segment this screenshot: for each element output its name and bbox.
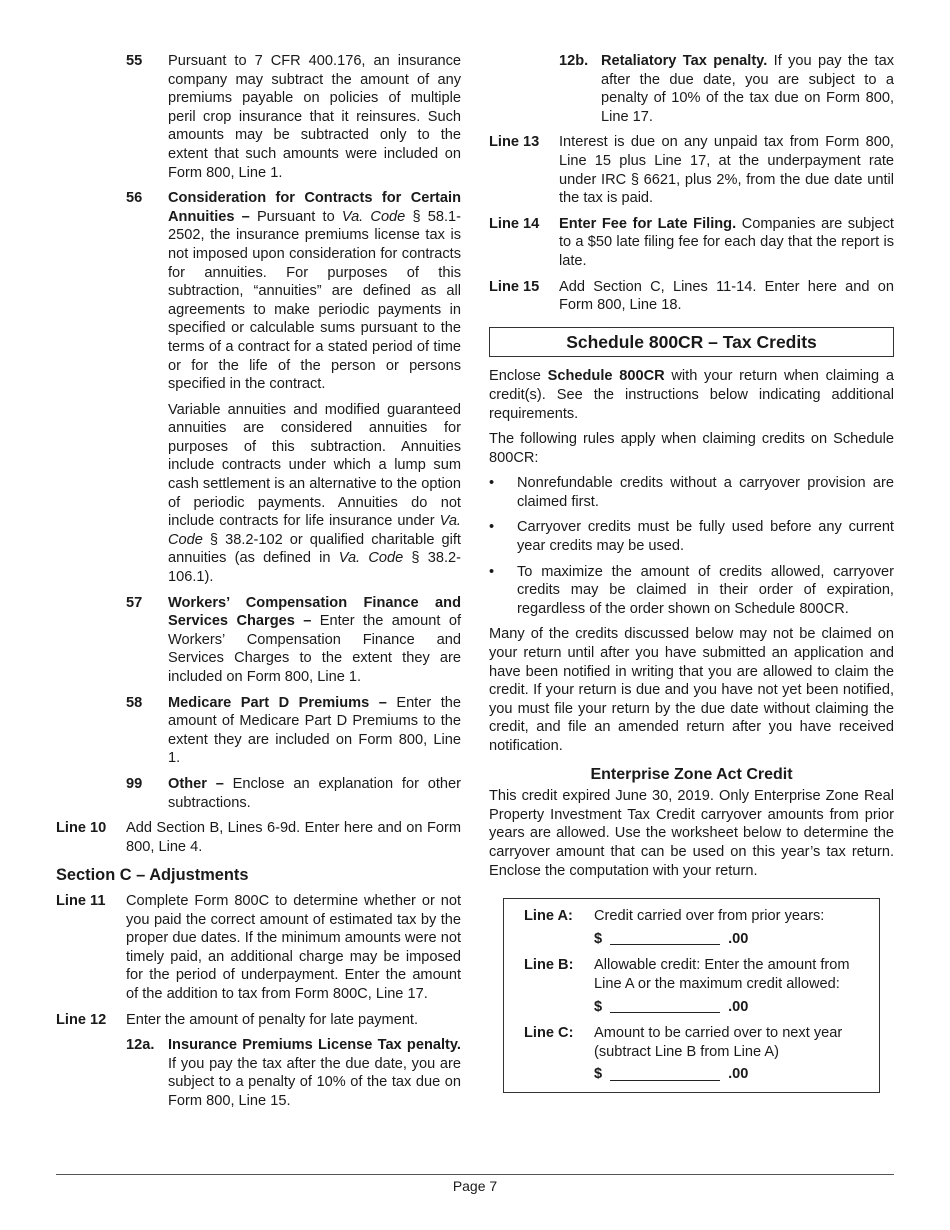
worksheet-line-c [524,1024,859,1061]
worksheet-text: Amount to be carried over to next year (subtract Line B from Line A) [594,1025,843,1060]
bullet-item [489,474,894,511]
item-text: Pursuant to 7 CFR 400.176, an insurance company may subtract the amount of any premiums payable on policies of multiple peril crop insurance that it reinsures. Such amounts may be subtracted only to the extent that such amounts were included on Form 800, Line 1. [168,53,461,181]
enterprise-zone-heading: Enterprise Zone Act Credit [590,765,793,783]
section-c-heading: Section C – Adjustments [56,866,249,885]
amount-blank-line [610,1068,720,1081]
footer-divider [56,1174,894,1175]
bullet-text: Nonrefundable credits without a carryover provision are claimed first. [517,475,894,510]
item-text: Medicare Part D Premiums – Enter the amount of Medicare Part D Premiums to the extent they are included on Form 800, Line 1. [168,694,461,767]
line-text: Add Section B, Lines 6-9d. Enter here and on Form 800, Line 4. [126,820,461,855]
item-58 [56,694,461,768]
citation: Va. Code [168,513,461,548]
item-number: 99 [126,775,143,792]
line-text: Enter the amount of penalty for late payment. [126,1011,419,1028]
bullet-item [489,563,894,619]
line-14 [489,215,894,271]
subitem-text: Insurance Premiums License Tax penalty. If you pay the tax after the due date, you are subject to a penalty of 10% of the tax due on Form 800, Line 15. [168,1037,461,1109]
bullet-marker: • [489,475,495,492]
bullet-text: Carryover credits must be fully used before any current year credits may be used. [517,519,894,555]
line-12a [56,1036,461,1110]
line-label: Line 14 [489,215,540,232]
item-title: Consideration for Contracts for Certain Annuities – [168,190,461,225]
item-text: Other – Enclose an explanation for other subtractions. [168,775,462,811]
left-column [56,52,461,1110]
line-title: Enter Fee for Late Filing. [559,215,737,232]
line-13 [489,133,894,207]
dollar-sign: $ [594,1066,603,1083]
bullet-item [489,518,894,555]
worksheet-amount-b [524,998,859,1017]
line-text: Interest is due on any unpaid tax from Form 800, Line 15 plus Line 17, at the underpayment rate under IRC § 6621, plus 2%, from the due date until the tax is paid. [559,134,894,207]
subitem-title: Insurance Premiums License Tax penalty. [168,1037,461,1054]
item-number: 58 [126,694,143,711]
line-label: Line 13 [489,134,540,151]
worksheet-amount-c [524,1065,859,1084]
item-57 [56,594,461,687]
line-15 [489,278,894,315]
line-label: Line 10 [56,820,107,837]
line-label: Line 15 [489,278,540,295]
amount-blank-line [610,1000,720,1013]
amount-blank-line [610,932,720,945]
credits-note: Many of the credits discussed below may not be claimed on your return until after you have submitted an application and have been notified in writing that you are allowed to claim the credit. If your return is due and you have not yet been notified, you must file your return by the due date without claiming the credit, and file an amended return after you have received notification. [489,626,894,754]
item-text: Consideration for Contracts for Certain Annuities – Pursuant to Va. Code § 58.1-2502, the insurance premiums license tax is not imposed upon consideration for contracts for annuities. For purposes of this subtraction, “annuities” are defined as all agreements to make periodic payments in specified or calculable sums pursuant to the terms of a contract for a stated period of time or for the life of the person or persons specified in the contract. [168,190,462,393]
schedule-800cr-heading: Schedule 800CR – Tax Credits [489,327,894,358]
subitem-number: 12b. [559,53,589,69]
item-title: Medicare Part D Premiums – [168,694,387,711]
worksheet-text: Allowable credit: Enter the amount from Line A or the maximum credit allowed: [594,957,850,992]
cents: .00 [728,930,749,947]
line-10 [56,819,461,856]
item-55 [56,52,461,182]
item-number: 56 [126,190,143,207]
worksheet-line-b [524,956,859,993]
cents: .00 [728,1066,749,1083]
item-99 [56,775,461,812]
subitem-number: 12a. [126,1037,155,1054]
bullet-text: To maximize the amount of credits allowed, carryover credits may be claimed in their order of expiration, regardless of the order shown on Schedule 800CR. [517,563,894,617]
line-11 [56,892,461,1004]
cents: .00 [728,998,749,1015]
line-label: Line 11 [56,892,106,909]
line-12 [56,1011,461,1030]
worksheet-label: Line A: [524,908,573,925]
citation: Va. Code [338,550,404,567]
dollar-sign: $ [594,930,603,947]
line-text: Complete Form 800C to determine whether or not you paid the correct amount of estimated tax by the proper due dates. If the minimum amounts were not timely paid, an additional charge may be imposed for the period of underpayment. Enter the amount of the addition to tax from Form 800C, Line 17. [126,892,461,1002]
item-number: 57 [126,594,143,611]
enclose-paragraph: Enclose Schedule 800CR with your return when claiming a credit(s). See the instructions below indicating additional requirements. [489,368,894,422]
line-label: Line 12 [56,1011,107,1028]
worksheet-label: Line B: [524,957,574,974]
item-number: 55 [126,53,143,69]
line-text: Add Section C, Lines 11-14. Enter here and on Form 800, Line 18. [559,278,894,314]
worksheet-text: Credit carried over from prior years: [594,908,825,925]
page-number: Page 7 [452,1178,498,1194]
right-column [489,52,894,1093]
citation: Va. Code [341,208,406,225]
item-paragraph: Variable annuities and modified guaranteed annuities are considered annuities for purposes of this subtraction. Annuities include contracts under which a lump sum cash settlement is an alternative to the option of periodic payments. Annuities do not include contracts for life insurance under Va. Code § 38.2-102 or qualified charitable gift annuities (as defined in Va. Code § 38.2-106.1). [168,401,462,586]
subitem-text: Retaliatory Tax penalty. If you pay the tax after the due date, you are subject to a penalty of 10% of the tax due on Form 800, Line 17. [601,53,894,125]
line-12b [489,52,894,126]
item-text: Workers’ Compensation Finance and Services Charges – Enter the amount of Workers’ Compensation Finance and Services Charges to the extent they are included on Form 800, Line 1. [168,594,461,685]
item-title: Workers’ Compensation Finance and Services Charges – [168,594,461,630]
bullet-marker: • [489,563,495,580]
carryover-worksheet [503,898,880,1093]
item-56 [56,189,461,586]
worksheet-amount-a [524,930,859,949]
line-text: Enter Fee for Late Filing. Companies are subject to a $50 late filing fee for each day that the report is late. [559,215,894,269]
bullet-marker: • [489,519,495,536]
worksheet-label: Line C: [524,1025,574,1042]
worksheet-line-a [524,907,859,926]
subitem-title: Retaliatory Tax penalty. [601,53,768,69]
dollar-sign: $ [594,998,603,1015]
item-title: Other – [168,775,224,792]
enterprise-zone-text: This credit expired June 30, 2019. Only Enterprise Zone Real Property Investment Tax Credit carryover amounts from prior years are allowed. Use the worksheet below to determine the carryover amount that can be used on this year’s tax return. Enclose the computation with your return. [489,788,894,879]
schedule-name: Schedule 800CR [547,368,665,385]
rules-intro: The following rules apply when claiming credits on Schedule 800CR: [489,431,894,466]
